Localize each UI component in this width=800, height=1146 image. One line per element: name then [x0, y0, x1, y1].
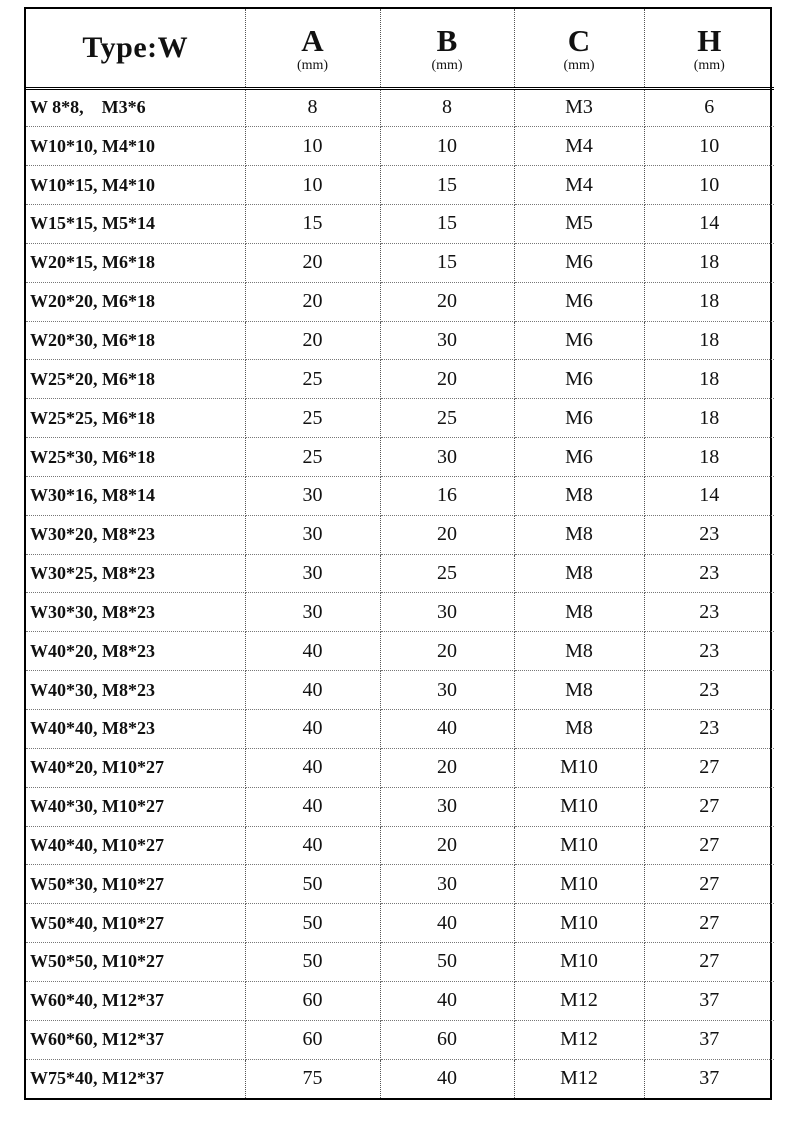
cell-a: 60: [245, 981, 380, 1020]
header-h-letter: H: [697, 22, 722, 58]
cell-h: 18: [644, 243, 774, 282]
table-row: [26, 127, 774, 166]
table-row: [26, 438, 774, 477]
header-a-letter: A: [301, 22, 324, 58]
cell-c: M8: [514, 671, 644, 710]
cell-a: 30: [245, 515, 380, 554]
header-row: [26, 9, 774, 88]
cell-c: M8: [514, 515, 644, 554]
cell-type: W20*15, M6*18: [26, 243, 245, 282]
cell-type: W40*40, M10*27: [26, 826, 245, 865]
table-row: [26, 826, 774, 865]
cell-b: 30: [380, 671, 514, 710]
cell-h: 37: [644, 981, 774, 1020]
header-c-unit: (mm): [563, 57, 595, 73]
cell-type: W40*40, M8*23: [26, 710, 245, 749]
table-row: [26, 399, 774, 438]
cell-h: 6: [644, 88, 774, 127]
table-row: [26, 321, 774, 360]
cell-h: 27: [644, 865, 774, 904]
cell-b: 40: [380, 1059, 514, 1098]
cell-h: 23: [644, 632, 774, 671]
cell-a: 40: [245, 826, 380, 865]
cell-c: M10: [514, 943, 644, 982]
cell-a: 40: [245, 710, 380, 749]
cell-c: M8: [514, 632, 644, 671]
table-row: [26, 865, 774, 904]
cell-b: 10: [380, 127, 514, 166]
cell-type: W40*20, M10*27: [26, 748, 245, 787]
table-row: [26, 554, 774, 593]
cell-b: 15: [380, 205, 514, 244]
cell-b: 15: [380, 243, 514, 282]
cell-a: 40: [245, 671, 380, 710]
cell-h: 27: [644, 787, 774, 826]
header-a: [245, 9, 380, 88]
cell-b: 30: [380, 865, 514, 904]
cell-c: M10: [514, 748, 644, 787]
cell-c: M12: [514, 981, 644, 1020]
cell-type: W20*20, M6*18: [26, 282, 245, 321]
spec-table: [26, 9, 774, 1098]
cell-c: M12: [514, 1059, 644, 1098]
cell-a: 10: [245, 127, 380, 166]
cell-h: 18: [644, 360, 774, 399]
cell-type: W50*50, M10*27: [26, 943, 245, 982]
cell-h: 23: [644, 593, 774, 632]
cell-type: W25*30, M6*18: [26, 438, 245, 477]
cell-a: 60: [245, 1020, 380, 1059]
cell-c: M10: [514, 904, 644, 943]
cell-type: W60*60, M12*37: [26, 1020, 245, 1059]
cell-a: 50: [245, 865, 380, 904]
cell-c: M8: [514, 476, 644, 515]
cell-b: 20: [380, 515, 514, 554]
table-row: [26, 166, 774, 205]
cell-c: M6: [514, 399, 644, 438]
cell-c: M6: [514, 321, 644, 360]
cell-c: M10: [514, 826, 644, 865]
cell-type: W15*15, M5*14: [26, 205, 245, 244]
cell-a: 50: [245, 904, 380, 943]
cell-type: W30*30, M8*23: [26, 593, 245, 632]
cell-type: W10*15, M4*10: [26, 166, 245, 205]
cell-type: W20*30, M6*18: [26, 321, 245, 360]
cell-type: W30*20, M8*23: [26, 515, 245, 554]
cell-c: M6: [514, 438, 644, 477]
cell-type: W50*30, M10*27: [26, 865, 245, 904]
cell-a: 8: [245, 88, 380, 127]
table-row: [26, 981, 774, 1020]
cell-a: 20: [245, 243, 380, 282]
table-row: [26, 1020, 774, 1059]
header-b-letter: B: [436, 22, 458, 58]
cell-h: 10: [644, 166, 774, 205]
cell-h: 23: [644, 515, 774, 554]
cell-a: 75: [245, 1059, 380, 1098]
cell-c: M8: [514, 554, 644, 593]
table-row: [26, 904, 774, 943]
cell-h: 18: [644, 321, 774, 360]
cell-h: 23: [644, 554, 774, 593]
cell-c: M10: [514, 787, 644, 826]
table-row: [26, 671, 774, 710]
cell-type: W30*16, M8*14: [26, 476, 245, 515]
cell-a: 25: [245, 399, 380, 438]
cell-a: 30: [245, 593, 380, 632]
cell-c: M3: [514, 88, 644, 127]
cell-a: 20: [245, 321, 380, 360]
cell-type: W 8*8, M3*6: [26, 88, 245, 127]
cell-b: 20: [380, 360, 514, 399]
cell-a: 25: [245, 360, 380, 399]
table-row: [26, 748, 774, 787]
header-b: [380, 9, 514, 88]
table-row: [26, 593, 774, 632]
table-row: [26, 243, 774, 282]
cell-c: M10: [514, 865, 644, 904]
cell-c: M4: [514, 127, 644, 166]
cell-type: W50*40, M10*27: [26, 904, 245, 943]
cell-type: W75*40, M12*37: [26, 1059, 245, 1098]
cell-b: 8: [380, 88, 514, 127]
table-row: [26, 710, 774, 749]
cell-a: 10: [245, 166, 380, 205]
header-c: [514, 9, 644, 88]
cell-h: 37: [644, 1020, 774, 1059]
cell-type: W30*25, M8*23: [26, 554, 245, 593]
cell-a: 25: [245, 438, 380, 477]
cell-a: 40: [245, 787, 380, 826]
cell-h: 37: [644, 1059, 774, 1098]
table-row: [26, 205, 774, 244]
table-row: [26, 515, 774, 554]
header-h-unit: (mm): [693, 57, 725, 73]
cell-type: W60*40, M12*37: [26, 981, 245, 1020]
cell-c: M8: [514, 593, 644, 632]
cell-h: 18: [644, 438, 774, 477]
cell-c: M8: [514, 710, 644, 749]
cell-a: 30: [245, 554, 380, 593]
cell-b: 20: [380, 282, 514, 321]
cell-h: 18: [644, 399, 774, 438]
header-b-unit: (mm): [431, 57, 463, 73]
cell-b: 40: [380, 904, 514, 943]
cell-a: 15: [245, 205, 380, 244]
cell-type: W40*30, M8*23: [26, 671, 245, 710]
cell-h: 14: [644, 205, 774, 244]
cell-type: W25*25, M6*18: [26, 399, 245, 438]
header-h: [644, 9, 774, 88]
cell-b: 16: [380, 476, 514, 515]
cell-h: 27: [644, 748, 774, 787]
cell-b: 50: [380, 943, 514, 982]
cell-b: 30: [380, 593, 514, 632]
cell-h: 18: [644, 282, 774, 321]
table-row: [26, 88, 774, 127]
cell-b: 60: [380, 1020, 514, 1059]
table-body: [26, 88, 774, 1098]
table-row: [26, 282, 774, 321]
cell-h: 27: [644, 943, 774, 982]
cell-a: 40: [245, 748, 380, 787]
table-row: [26, 476, 774, 515]
table-row: [26, 632, 774, 671]
cell-h: 23: [644, 671, 774, 710]
header-type: Type:W: [26, 9, 245, 88]
cell-b: 30: [380, 321, 514, 360]
cell-h: 27: [644, 826, 774, 865]
cell-b: 20: [380, 748, 514, 787]
table-row: [26, 943, 774, 982]
cell-a: 20: [245, 282, 380, 321]
cell-b: 25: [380, 554, 514, 593]
cell-b: 25: [380, 399, 514, 438]
cell-type: W10*10, M4*10: [26, 127, 245, 166]
cell-c: M6: [514, 282, 644, 321]
table-row: [26, 1059, 774, 1098]
cell-c: M6: [514, 360, 644, 399]
cell-c: M6: [514, 243, 644, 282]
cell-b: 20: [380, 632, 514, 671]
cell-a: 50: [245, 943, 380, 982]
cell-b: 40: [380, 710, 514, 749]
cell-c: M5: [514, 205, 644, 244]
cell-type: W25*20, M6*18: [26, 360, 245, 399]
cell-h: 23: [644, 710, 774, 749]
table-row: [26, 787, 774, 826]
spec-table-container: [24, 7, 772, 1100]
cell-a: 40: [245, 632, 380, 671]
cell-h: 10: [644, 127, 774, 166]
header-c-letter: C: [567, 22, 591, 58]
cell-a: 30: [245, 476, 380, 515]
cell-h: 14: [644, 476, 774, 515]
cell-b: 15: [380, 166, 514, 205]
cell-type: W40*30, M10*27: [26, 787, 245, 826]
cell-b: 20: [380, 826, 514, 865]
cell-b: 40: [380, 981, 514, 1020]
cell-b: 30: [380, 438, 514, 477]
cell-type: W40*20, M8*23: [26, 632, 245, 671]
table-row: [26, 360, 774, 399]
cell-b: 30: [380, 787, 514, 826]
header-a-unit: (mm): [296, 57, 329, 73]
cell-c: M12: [514, 1020, 644, 1059]
cell-h: 27: [644, 904, 774, 943]
cell-c: M4: [514, 166, 644, 205]
